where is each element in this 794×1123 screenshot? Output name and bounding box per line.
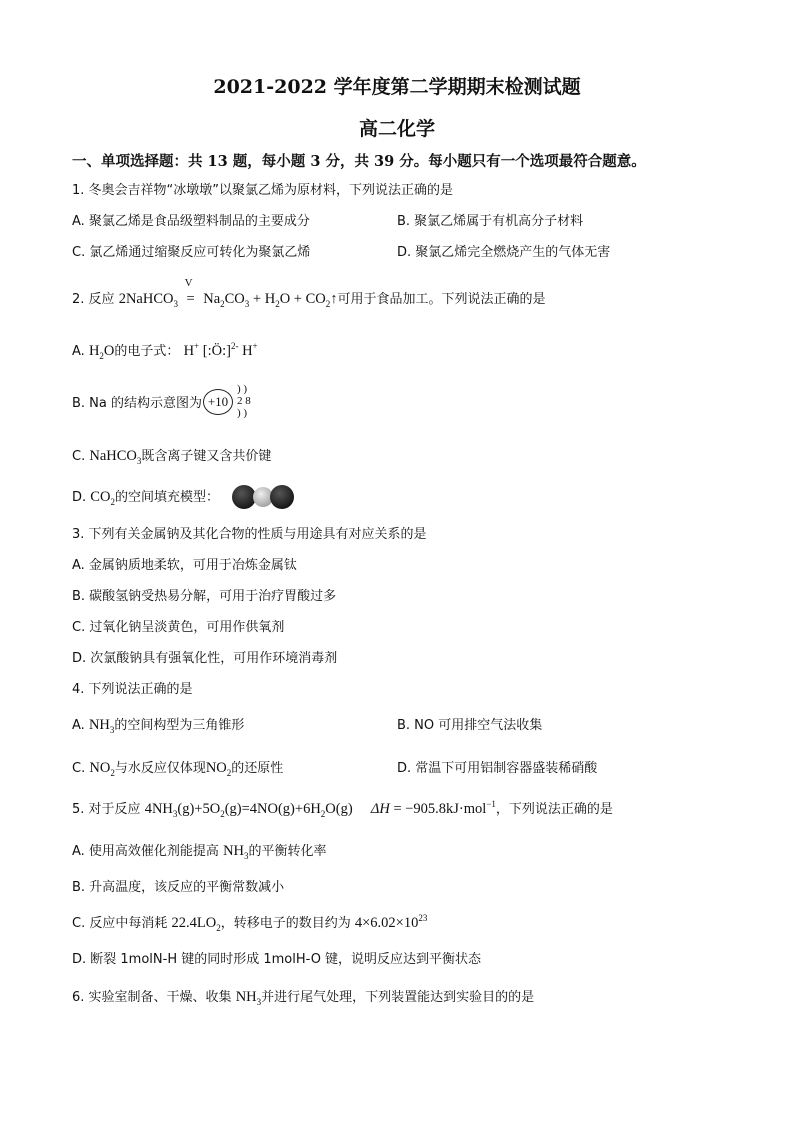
q1-option-b: B. 聚氯乙烯属于有机高分子材料	[397, 214, 584, 229]
q5-number: 5. 对于反应	[72, 802, 141, 817]
q2-tail: 可用于食品加工。下列说法正确的是	[337, 292, 546, 307]
q4-c-text: 的还原性	[231, 761, 284, 776]
q2-equation: 2NaHCO$_3$ V = $Na_2CO_3 + H_2O$ + $CO_2↑$	[118, 277, 338, 309]
q2-c-label: C.	[72, 449, 86, 464]
q1-stem: 1. 冬奥会吉祥物“冰墩墩”以聚氯乙烯为原材料，下列说法正确的是	[72, 183, 454, 198]
section-header: 一、单项选择题：共 13 题，每小题 3 分，共 39 分。每小题只有一个选项最符合题意。	[72, 153, 646, 170]
q2-option-c	[72, 447, 271, 466]
q2-option-d	[72, 488, 219, 507]
oxygen-atom-icon	[270, 485, 294, 509]
q5-equation: $4NH_3(g)+5O_2(g)=4NO(g)+6H_2O(g)$	[144, 801, 353, 819]
q6-pre: 6. 实验室制备、干燥、收集	[72, 990, 232, 1005]
nucleus-circle: +10	[203, 389, 233, 415]
enthalpy-value: ΔH = −905.8kJ·mol$^{-1}$	[370, 799, 496, 817]
q2-a-text: 的电子式：	[114, 344, 180, 359]
q3-option-d: D. 次氯酸钠具有强氧化性，可用作环境消毒剂	[72, 651, 338, 666]
no2-formula: $NO_2$	[205, 760, 232, 778]
q4-c-mid: 与水反应仅体现	[114, 761, 206, 776]
q2-stem	[72, 277, 546, 309]
q2-number: 2. 反应	[72, 292, 115, 307]
q5-option-a	[72, 842, 327, 861]
q4-a-text: 的空间构型为三角锥形	[114, 718, 245, 733]
q5-option-b: B. 升高温度，该反应的平衡常数减小	[72, 880, 285, 895]
q2-d-label: D.	[72, 490, 87, 505]
q2-b-text: B. Na 的结构示意图为	[72, 396, 203, 411]
q4-option-c	[72, 759, 283, 778]
shell-arc-icon: ) )	[237, 407, 248, 419]
q2-d-text: 的空间填充模型：	[114, 490, 219, 505]
nh3-formula: $NH_3$	[235, 989, 262, 1007]
q6-post: 并进行尾气处理，下列装置能达到实验目的的是	[261, 990, 535, 1005]
q2-option-a	[72, 342, 258, 361]
q1-option-a: A. 聚氯乙烯是食品级塑料制品的主要成分	[72, 214, 310, 229]
q6-stem	[72, 988, 534, 1007]
na-structure-diagram	[203, 383, 251, 419]
nh3-formula: $NH_3$	[223, 843, 249, 861]
q4-option-a	[72, 716, 244, 735]
q5-a-post: 的平衡转化率	[248, 844, 327, 859]
q5-option-d: D. 断裂 1molN-H 键的同时形成 1molH-O 键，说明反应达到平衡状态	[72, 952, 482, 967]
nahco3-formula: NaHCO$_3$	[89, 448, 142, 466]
q4-a-label: A.	[72, 718, 85, 733]
co2-space-filling-model	[232, 485, 294, 509]
q4-c-label: C.	[72, 761, 86, 776]
h2o-formula: $H_2O$	[88, 343, 115, 361]
q5-a-pre: A. 使用高效催化剂能提高	[72, 844, 219, 859]
q4-stem: 4. 下列说法正确的是	[72, 682, 193, 697]
electron-formula: H+ [:Ö:]$^{2-}$ H+	[183, 341, 258, 359]
q5-c-pre: C. 反应中每消耗	[72, 916, 168, 931]
shell-arc-icon: ) )	[237, 383, 248, 395]
q5-option-c	[72, 914, 427, 933]
q4-option-b: B. NO 可用排空气法收集	[397, 718, 543, 733]
exam-title: 2021-2022 学年度第二学期期末检测试题	[213, 76, 581, 98]
q3-option-b: B. 碳酸氢钠受热易分解，可用于治疗胃酸过多	[72, 589, 337, 604]
q5-stem	[72, 800, 613, 819]
electron-count: $4\times 6.02\times 10^{23}$	[354, 913, 428, 931]
nh3-formula: $NH_3$	[88, 717, 115, 735]
q2-option-b	[72, 395, 202, 413]
q5-tail: ，下列说法正确的是	[495, 802, 613, 817]
q5-c-mid: ，转移电子的数目约为	[220, 916, 351, 931]
heat-equals-sign: V =	[184, 277, 195, 307]
q3-option-c: C. 过氧化钠呈淡黄色，可用作供氧剂	[72, 620, 285, 635]
q1-option-d: D. 聚氯乙烯完全燃烧产生的气体无害	[397, 245, 611, 260]
exam-subtitle: 高二化学	[358, 118, 435, 140]
q2-a-label: A.	[72, 344, 85, 359]
volume-o2: $22.4LO_2$	[171, 915, 221, 933]
q3-stem: 3. 下列有关金属钠及其化合物的性质与用途具有对应关系的是	[72, 527, 427, 542]
electron-shells: 2 8	[237, 395, 251, 407]
q2-c-text: 既含离子键又含共价键	[141, 449, 272, 464]
no2-formula: $NO_2$	[89, 760, 115, 778]
q3-option-a: A. 金属钠质地柔软，可用于冶炼金属钛	[72, 558, 297, 573]
q4-option-d: D. 常温下可用铝制容器盛装稀硝酸	[397, 761, 598, 776]
co2-formula: $CO_2$	[90, 489, 115, 507]
q1-option-c: C. 氯乙烯通过缩聚反应可转化为聚氯乙烯	[72, 245, 311, 260]
